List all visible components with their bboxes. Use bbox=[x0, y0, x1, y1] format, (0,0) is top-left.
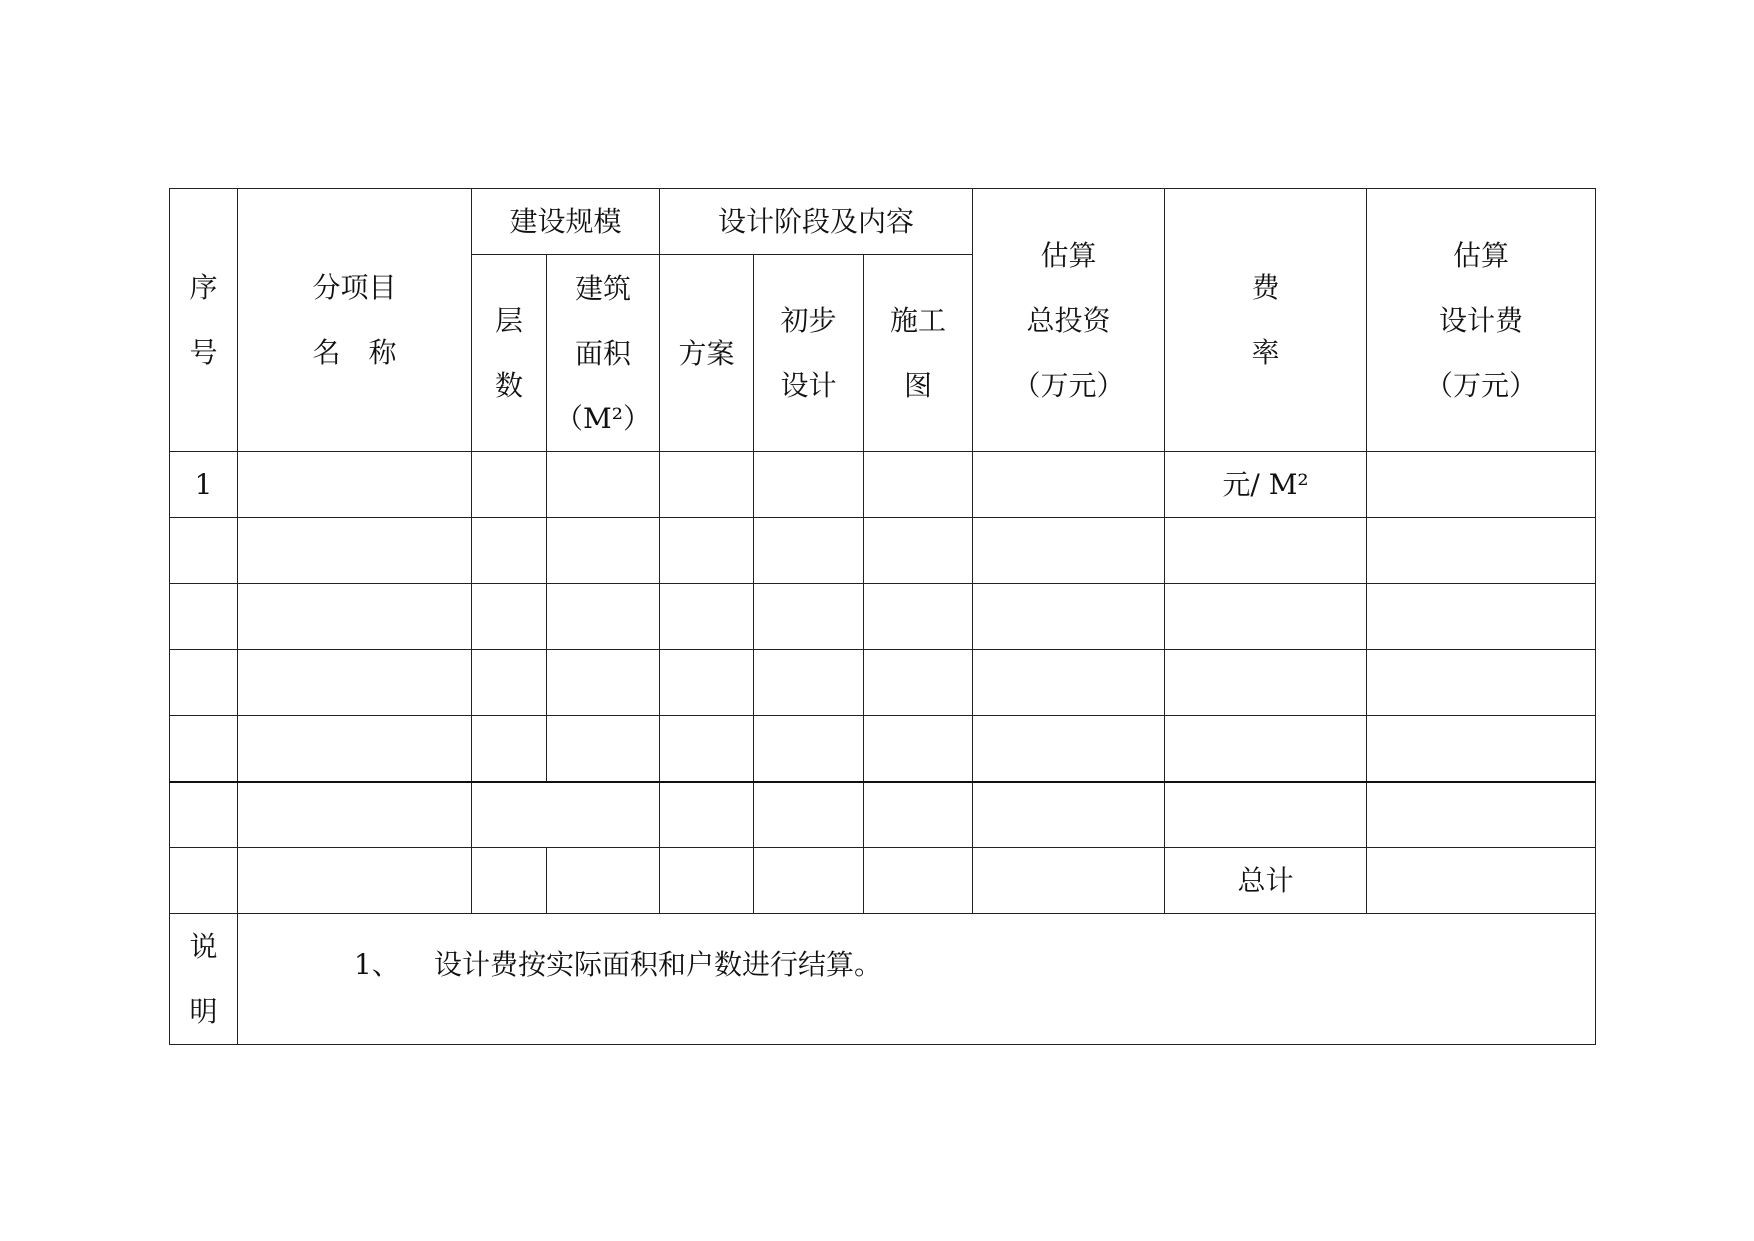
row-item-name bbox=[238, 848, 472, 914]
row-preliminary bbox=[754, 452, 864, 518]
row-seq bbox=[170, 716, 238, 782]
row-construction bbox=[864, 584, 973, 650]
row-area bbox=[547, 848, 660, 914]
total-row bbox=[170, 848, 1596, 914]
note-item bbox=[238, 932, 1595, 997]
row-investment bbox=[973, 716, 1165, 782]
row-item-name bbox=[238, 584, 472, 650]
row-area bbox=[547, 716, 660, 782]
row-scheme bbox=[660, 650, 754, 716]
row-rate bbox=[1165, 782, 1367, 848]
row-scale-merged bbox=[472, 782, 660, 848]
row-seq bbox=[170, 782, 238, 848]
row-preliminary bbox=[754, 650, 864, 716]
row-design-fee bbox=[1367, 650, 1596, 716]
row-seq bbox=[170, 584, 238, 650]
note-number: 1、 bbox=[354, 948, 400, 981]
row-seq bbox=[170, 848, 238, 914]
row-area bbox=[547, 650, 660, 716]
row-investment bbox=[973, 650, 1165, 716]
row-design-fee bbox=[1367, 584, 1596, 650]
row-construction bbox=[864, 716, 973, 782]
header-design-phases: 设计阶段及内容 bbox=[660, 189, 973, 255]
header-scheme: 方案 bbox=[660, 255, 754, 452]
row-seq bbox=[170, 518, 238, 584]
notes-content bbox=[238, 914, 1596, 1045]
table-row bbox=[170, 452, 1596, 518]
header-seq: 序 号 bbox=[170, 189, 238, 452]
row-scheme bbox=[660, 584, 754, 650]
row-preliminary bbox=[754, 518, 864, 584]
row-item-name bbox=[238, 518, 472, 584]
row-area bbox=[547, 584, 660, 650]
row-preliminary bbox=[754, 716, 864, 782]
row-item-name bbox=[238, 716, 472, 782]
row-scheme bbox=[660, 716, 754, 782]
row-preliminary bbox=[754, 848, 864, 914]
row-area bbox=[547, 518, 660, 584]
row-design-fee bbox=[1367, 716, 1596, 782]
row-rate bbox=[1165, 518, 1367, 584]
row-area bbox=[547, 452, 660, 518]
row-scheme bbox=[660, 848, 754, 914]
row-floors bbox=[472, 518, 547, 584]
header-fee-rate: 费 率 bbox=[1165, 189, 1367, 452]
row-construction bbox=[864, 848, 973, 914]
row-floors bbox=[472, 452, 547, 518]
row-design-fee bbox=[1367, 452, 1596, 518]
row-floors bbox=[472, 716, 547, 782]
row-scheme bbox=[660, 452, 754, 518]
row-item-name bbox=[238, 782, 472, 848]
row-scheme bbox=[660, 782, 754, 848]
table-row bbox=[170, 782, 1596, 848]
header-floors: 层 数 bbox=[472, 255, 547, 452]
row-design-fee bbox=[1367, 782, 1596, 848]
row-floors bbox=[472, 848, 547, 914]
table-row bbox=[170, 716, 1596, 782]
row-investment bbox=[973, 584, 1165, 650]
header-building-area: 建筑 面积 （M²） bbox=[547, 255, 660, 452]
row-item-name bbox=[238, 452, 472, 518]
header-estimated-investment: 估算 总投资 （万元） bbox=[973, 189, 1165, 452]
header-construction-scale: 建设规模 bbox=[472, 189, 660, 255]
row-rate bbox=[1165, 584, 1367, 650]
row-rate bbox=[1165, 716, 1367, 782]
row-rate bbox=[1165, 650, 1367, 716]
table-row bbox=[170, 650, 1596, 716]
row-floors bbox=[472, 584, 547, 650]
row-rate: 元/ M² bbox=[1165, 452, 1367, 518]
row-design-fee bbox=[1367, 518, 1596, 584]
row-seq bbox=[170, 650, 238, 716]
notes-row bbox=[170, 914, 1596, 1045]
table-row bbox=[170, 584, 1596, 650]
note-text: 设计费按实际面积和户数进行结算。 bbox=[434, 948, 883, 981]
total-value bbox=[1367, 848, 1596, 914]
row-seq: 1 bbox=[170, 452, 238, 518]
header-preliminary-design: 初步 设计 bbox=[754, 255, 864, 452]
notes-label: 说 明 bbox=[170, 914, 238, 1045]
row-scheme bbox=[660, 518, 754, 584]
design-fee-table bbox=[169, 188, 1596, 1045]
header-item-name: 分项目 名 称 bbox=[238, 189, 472, 452]
header-construction-drawing: 施工 图 bbox=[864, 255, 973, 452]
row-investment bbox=[973, 848, 1165, 914]
row-preliminary bbox=[754, 584, 864, 650]
row-construction bbox=[864, 452, 973, 518]
total-label: 总计 bbox=[1165, 848, 1367, 914]
table-row bbox=[170, 518, 1596, 584]
row-preliminary bbox=[754, 782, 864, 848]
row-item-name bbox=[238, 650, 472, 716]
row-floors bbox=[472, 650, 547, 716]
row-construction bbox=[864, 518, 973, 584]
row-construction bbox=[864, 782, 973, 848]
header-estimated-design-fee: 估算 设计费 （万元） bbox=[1367, 189, 1596, 452]
row-investment bbox=[973, 518, 1165, 584]
row-construction bbox=[864, 650, 973, 716]
row-investment bbox=[973, 782, 1165, 848]
row-investment bbox=[973, 452, 1165, 518]
